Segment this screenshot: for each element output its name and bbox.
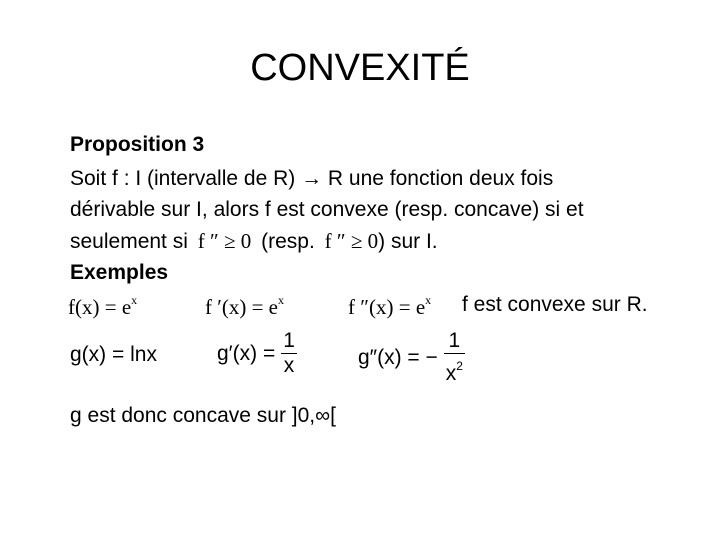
f-conclusion: f est convexe sur R. [462, 293, 648, 316]
f-definition-base: f(x) = e [68, 295, 132, 319]
f-first-derivative [205, 293, 284, 320]
examples-heading: Exemples [70, 261, 169, 284]
g-second-derivative-fraction [444, 329, 465, 386]
proposition-line-3-end: ) sur I. [378, 230, 438, 253]
g-second-derivative [358, 329, 465, 386]
g-conclusion: g est donc concave sur ]0,∞[ [70, 404, 336, 427]
g-second-derivative-denominator-exponent: 2 [456, 359, 463, 373]
f-second-derivative-exponent: x [425, 293, 432, 307]
f-definition [68, 293, 137, 320]
g-second-derivative-denominator-base: x [445, 362, 457, 385]
proposition-line-3 [70, 228, 438, 255]
g-first-derivative-denominator: x [283, 354, 295, 377]
g-first-derivative-fraction [281, 329, 297, 378]
g-second-derivative-lhs: g″(x) = − [358, 345, 438, 369]
g-first-derivative [217, 329, 297, 378]
g-second-derivative-numerator: 1 [448, 329, 461, 352]
f-first-derivative-base: f ′(x) = e [205, 295, 278, 319]
condition-concave: f ″ ≥ 0 [324, 229, 379, 253]
slide-title: CONVEXITÉ [250, 47, 470, 89]
proposition-line-2: dérivable sur I, alors f est convexe (resp. concave) si et [70, 198, 584, 221]
proposition-line-3-mid: (resp. [261, 230, 315, 253]
f-second-derivative [348, 293, 431, 320]
proposition-line-3-start: seulement si [70, 230, 188, 253]
g-second-derivative-denominator [444, 354, 465, 386]
proposition-line-1: Soit f : I (intervalle de R) → R une fonction deux fois [70, 167, 554, 190]
f-definition-exponent: x [131, 293, 138, 307]
g-definition: g(x) = lnx [70, 343, 157, 366]
proposition-heading: Proposition 3 [70, 133, 205, 156]
f-first-derivative-exponent: x [278, 293, 284, 307]
f-second-derivative-base: f ″(x) = e [348, 295, 426, 319]
condition-convex: f ″ ≥ 0 [197, 229, 252, 253]
g-first-derivative-lhs: g′(x) = [217, 341, 276, 365]
g-first-derivative-numerator: 1 [283, 329, 295, 352]
